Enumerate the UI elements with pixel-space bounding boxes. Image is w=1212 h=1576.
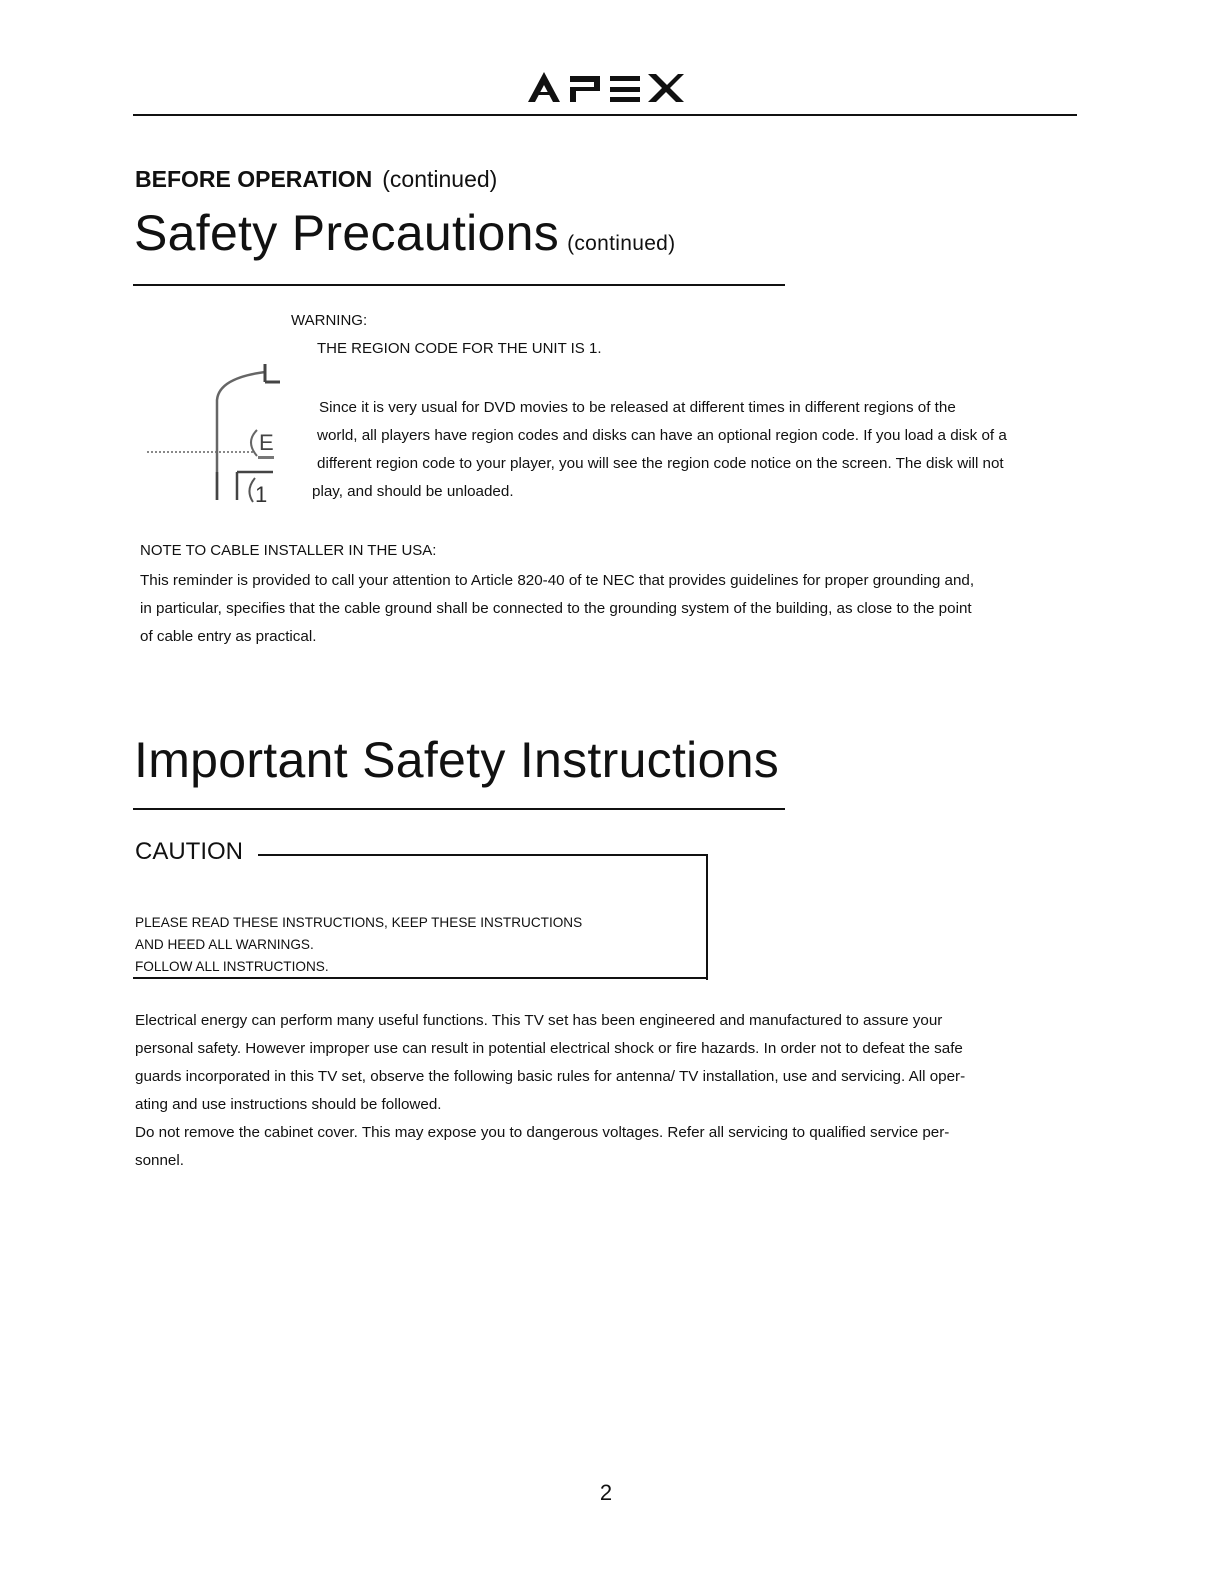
region-icon-number: 1 [255, 482, 268, 507]
region-code-icon [145, 360, 295, 515]
region-paragraph-line: play, and should be unloaded. [312, 483, 514, 500]
note-paragraph [140, 567, 1090, 651]
title-rule [133, 808, 785, 810]
safety-precautions-title [134, 204, 675, 262]
section-label-text: BEFORE OPERATION [135, 166, 373, 192]
safety-precautions-continued: (continued) [567, 232, 676, 255]
region-paragraph-line: Since it is very usual for DVD movies to be released at different times in different regions of the [319, 399, 956, 416]
caution-text [135, 912, 582, 978]
body-paragraph-line: guards incorporated in this TV set, observe the following basic rules for antenna/ TV installation, use and servicing. All oper- [135, 1068, 966, 1085]
title-rule [133, 284, 785, 286]
region-code-line: THE REGION CODE FOR THE UNIT IS 1. [317, 340, 602, 357]
page-number: 2 [599, 1480, 613, 1505]
note-paragraph-line: This reminder is provided to call your attention to Article 820-40 of te NEC that provides guidelines for proper grounding and, [140, 572, 975, 589]
note-paragraph-line: of cable entry as practical. [140, 628, 317, 645]
body-paragraph-line: Do not remove the cabinet cover. This may expose you to dangerous voltages. Refer all servicing to qualified service per- [135, 1124, 950, 1141]
caution-label: CAUTION [135, 838, 243, 865]
section-label [135, 166, 497, 193]
region-icon-letter-e: E [259, 430, 274, 455]
caution-line: FOLLOW ALL INSTRUCTIONS. [135, 959, 329, 974]
body-paragraph-line: sonnel. [135, 1152, 184, 1169]
apex-logo-mark [526, 70, 686, 104]
caution-line: PLEASE READ THESE INSTRUCTIONS, KEEP THESE INSTRUCTIONS [135, 915, 583, 930]
electrical-energy-paragraph [135, 1007, 1085, 1175]
caution-line: AND HEED ALL WARNINGS. [135, 937, 314, 952]
warning-label: WARNING: [291, 312, 368, 329]
region-paragraph-line: different region code to your player, you will see the region code notice on the screen. The disk will not [317, 455, 1004, 472]
note-label: NOTE TO CABLE INSTALLER IN THE USA: [140, 542, 437, 559]
body-paragraph-line: Electrical energy can perform many useful functions. This TV set has been engineered and manufactured to assure your [135, 1012, 943, 1029]
apex-logo [0, 70, 1212, 109]
body-paragraph-line: personal safety. However improper use can result in potential electrical shock or fire hazards. In order not to defeat the safe [135, 1040, 963, 1057]
header-rule [133, 114, 1077, 116]
section-label-continued: (continued) [382, 166, 498, 192]
body-paragraph-line: ating and use instructions should be followed. [135, 1096, 442, 1113]
important-safety-title: Important Safety Instructions [134, 732, 780, 788]
region-paragraph-line: world, all players have region codes and disks can have an optional region code. If you load a disk of a [317, 427, 1007, 444]
note-paragraph-line: in particular, specifies that the cable ground shall be connected to the grounding system of the building, as close to the point [140, 600, 972, 617]
safety-precautions-title-text: Safety Precautions [134, 205, 560, 261]
region-code-paragraph [312, 394, 1092, 506]
